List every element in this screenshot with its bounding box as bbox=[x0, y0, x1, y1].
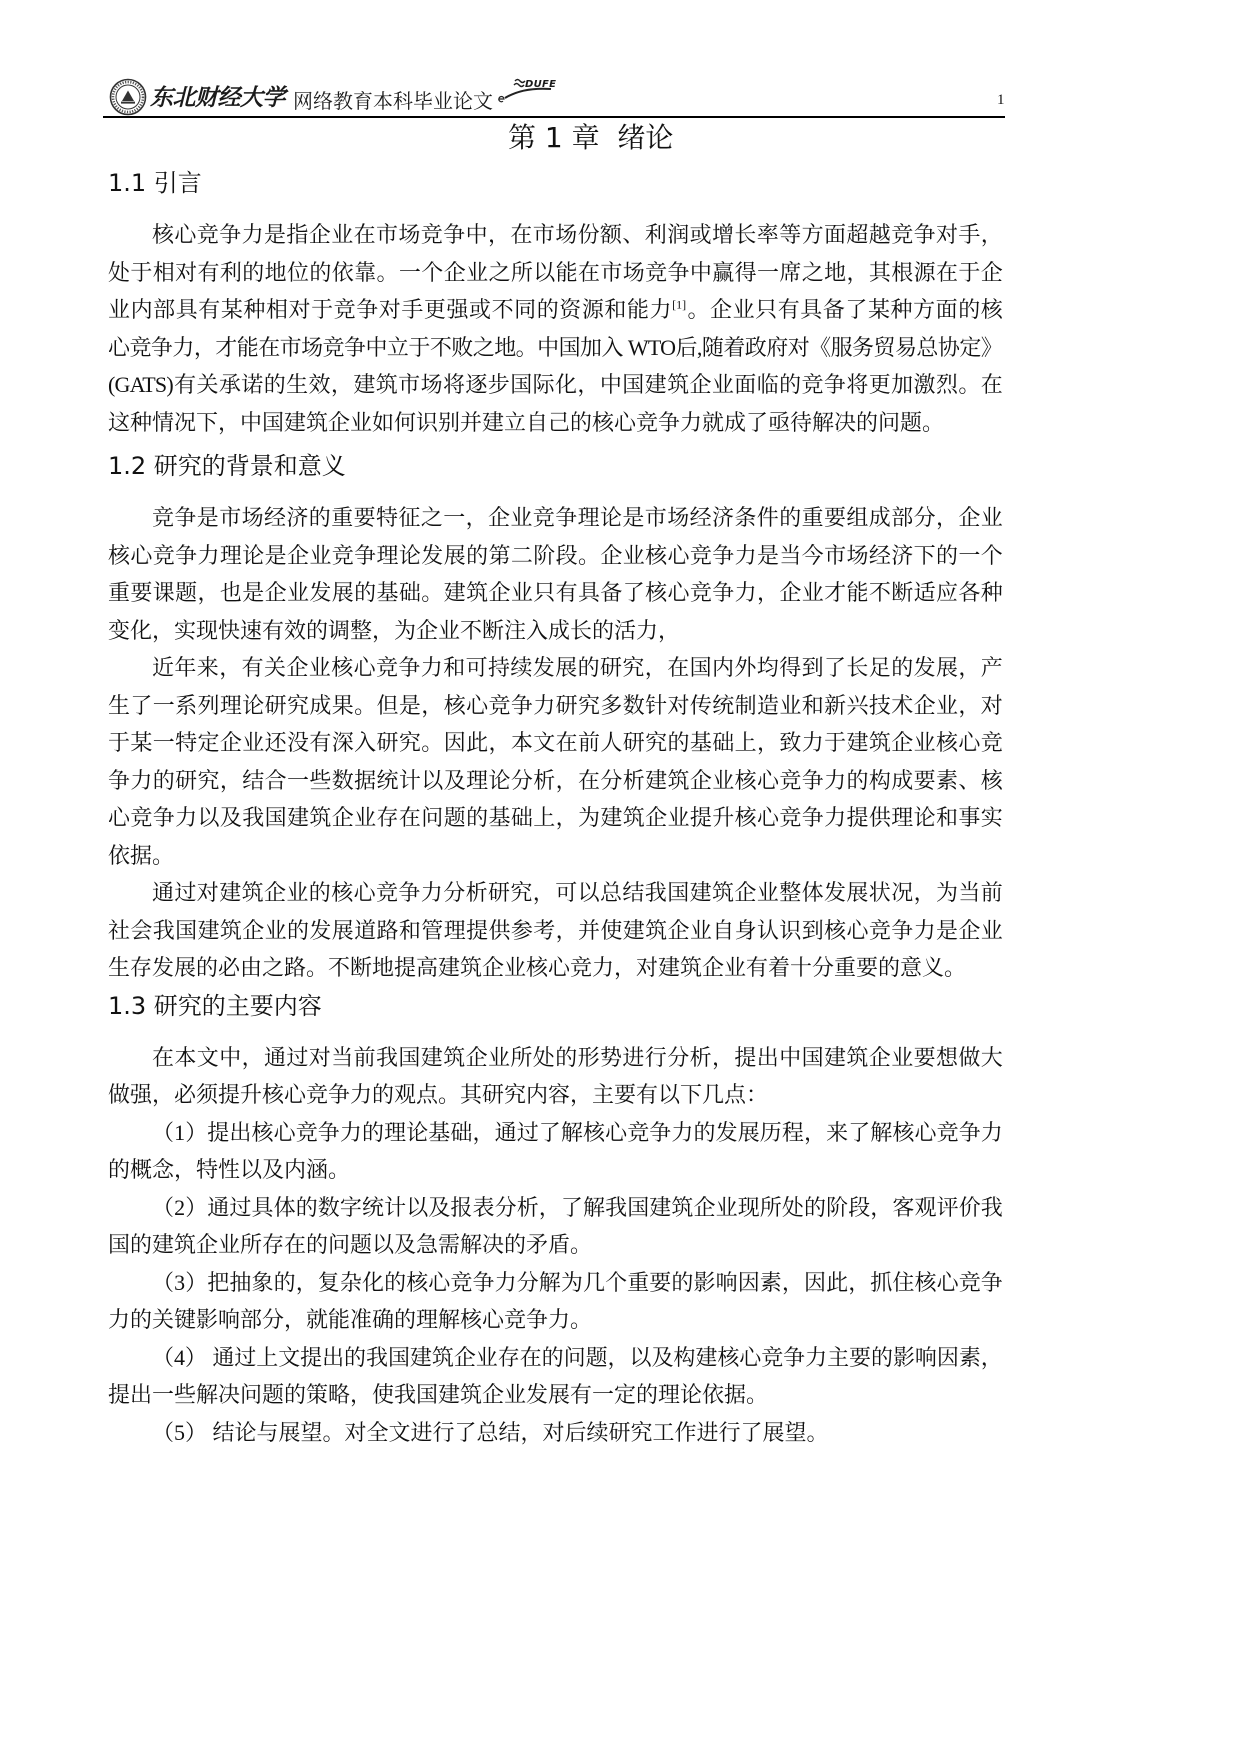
paragraph-line: 依据。 bbox=[108, 842, 175, 868]
paragraph bbox=[108, 874, 1002, 987]
paragraph-line: 社会我国建筑企业的发展道路和管理提供参考，并使建筑企业自身认识到核心竞争力是企业 bbox=[108, 917, 1002, 943]
line-text: 业内部具有某种相对于竞争对手更强或不同的资源和能力 bbox=[108, 297, 673, 322]
section-1-3 bbox=[108, 987, 1002, 1452]
page-header bbox=[103, 74, 1005, 118]
thesis-type-label: 网络教育本科毕业论文 bbox=[293, 89, 493, 113]
dufe-logo bbox=[497, 76, 557, 104]
section-heading: 1.1 引言 bbox=[108, 169, 202, 197]
list-item-line: （2）通过具体的数字统计以及报表分析，了解我国建筑企业现所处的阶段，客观评价我 bbox=[152, 1194, 1002, 1220]
section-heading: 1.3 研究的主要内容 bbox=[108, 991, 322, 1020]
list-item bbox=[108, 1264, 1002, 1339]
list-item bbox=[108, 1339, 1002, 1414]
paragraph-line: 通过对建筑企业的核心竞争力分析研究，可以总结我国建筑企业整体发展状况，为当前 bbox=[152, 880, 1002, 905]
citation-marker: [1] bbox=[672, 297, 687, 312]
paragraph-line: 重要课题，也是企业发展的基础。建筑企业只有具备了核心竞争力，企业才能不断适应各种 bbox=[108, 580, 1002, 605]
paragraph bbox=[108, 499, 1002, 649]
list-item-line: （4） 通过上文提出的我国建筑企业存在的问题，以及构建核心竞争力主要的影响因素， bbox=[152, 1344, 1002, 1370]
university-name: 东北财经大学 bbox=[150, 84, 285, 111]
paragraph-line: 心竞争力以及我国建筑企业存在问题的基础上，为建筑企业提升核心竞争力提供理论和事实 bbox=[108, 805, 1002, 830]
list-item bbox=[108, 1114, 1002, 1189]
section-1-1 bbox=[108, 164, 1002, 441]
university-seal-logo bbox=[109, 78, 147, 116]
paragraph bbox=[108, 1039, 1002, 1114]
paragraph bbox=[108, 216, 1002, 441]
chapter-title: 第 1 章 绪论 bbox=[508, 121, 674, 154]
list-item-line: （1）提出核心竞争力的理论基础，通过了解核心竞争力的发展历程，来了解核心竞争力 bbox=[152, 1119, 1002, 1145]
page-number: 1 bbox=[997, 92, 1005, 108]
paragraph-line: 核心竞争力是指企业在市场竞争中，在市场份额、利润或增长率等方面超越竞争对手， bbox=[152, 222, 1002, 247]
paragraph-line: 于某一特定企业还没有深入研究。因此，本文在前人研究的基础上，致力于建筑企业核心竞 bbox=[108, 730, 1002, 755]
paragraph-line: 核心竞争力理论是企业竞争理论发展的第二阶段。企业核心竞争力是当今市场经济下的一个 bbox=[108, 542, 1002, 568]
list-item-line: 国的建筑企业所存在的问题以及急需解决的矛盾。 bbox=[108, 1232, 593, 1257]
paragraph-line: 做强，必须提升核心竞争力的观点。其研究内容，主要有以下几点： bbox=[108, 1082, 769, 1107]
list-item bbox=[108, 1414, 1002, 1452]
list-item-line: （3）把抽象的，复杂化的核心竞争力分解为几个重要的影响因素，因此，抓住核心竞争 bbox=[152, 1269, 1002, 1295]
paragraph-line: 变化，实现快速有效的调整，为企业不断注入成长的活力， bbox=[108, 617, 681, 643]
line-text: 。企业只有具备了某种方面的核 bbox=[686, 297, 1002, 322]
list-item-line: 的概念，特性以及内涵。 bbox=[108, 1157, 351, 1182]
header-rule bbox=[103, 116, 1005, 118]
paragraph-line: 近年来，有关企业核心竞争力和可持续发展的研究，在国内外均得到了长足的发展，产 bbox=[152, 655, 1002, 680]
paragraph-line: 心竞争力，才能在市场竞争中立于不败之地。中国加入 WTO后,随着政府对《服务贸易总协定》 bbox=[108, 334, 1002, 360]
chapter-body bbox=[108, 164, 1002, 1451]
list-item-line: 提出一些解决问题的策略，使我国建筑企业发展有一定的理论依据。 bbox=[108, 1382, 769, 1407]
paragraph-line bbox=[108, 291, 1002, 329]
section-heading: 1.2 研究的背景和意义 bbox=[108, 452, 346, 480]
list-item bbox=[108, 1189, 1002, 1264]
paragraph-line: 这种情况下，中国建筑企业如何识别并建立自己的核心竞争力就成了亟待解决的问题。 bbox=[108, 409, 945, 435]
paragraph-line: 在本文中，通过对当前我国建筑企业所处的形势进行分析，提出中国建筑企业要想做大 bbox=[152, 1044, 1002, 1070]
paragraph-line: 处于相对有利的地位的依靠。一个企业之所以能在市场竞争中赢得一席之地，其根源在于企 bbox=[108, 259, 1002, 285]
list-item-line: （5） 结论与展望。对全文进行了总结，对后续研究工作进行了展望。 bbox=[152, 1419, 829, 1445]
dufe-logo-text: DUFE bbox=[525, 79, 557, 90]
paragraph-line: 争力的研究，结合一些数据统计以及理论分析，在分析建筑企业核心竞争力的构成要素、核 bbox=[108, 767, 1002, 793]
paragraph-line: (GATS)有关承诺的生效，建筑市场将逐步国际化，中国建筑企业面临的竞争将更加激烈。在 bbox=[108, 372, 1002, 397]
section-1-2 bbox=[108, 447, 1002, 987]
paragraph bbox=[108, 649, 1002, 874]
paragraph-line: 竞争是市场经济的重要特征之一，企业竞争理论是市场经济条件的重要组成部分，企业 bbox=[152, 505, 1002, 530]
paragraph-line: 生了一系列理论研究成果。但是，核心竞争力研究多数针对传统制造业和新兴技术企业，对 bbox=[108, 692, 1002, 718]
paragraph-line: 生存发展的必由之路。不断地提高建筑企业核心竞力，对建筑企业有着十分重要的意义。 bbox=[108, 955, 967, 980]
list-item-line: 力的关键影响部分，就能准确的理解核心竞争力。 bbox=[108, 1307, 593, 1332]
